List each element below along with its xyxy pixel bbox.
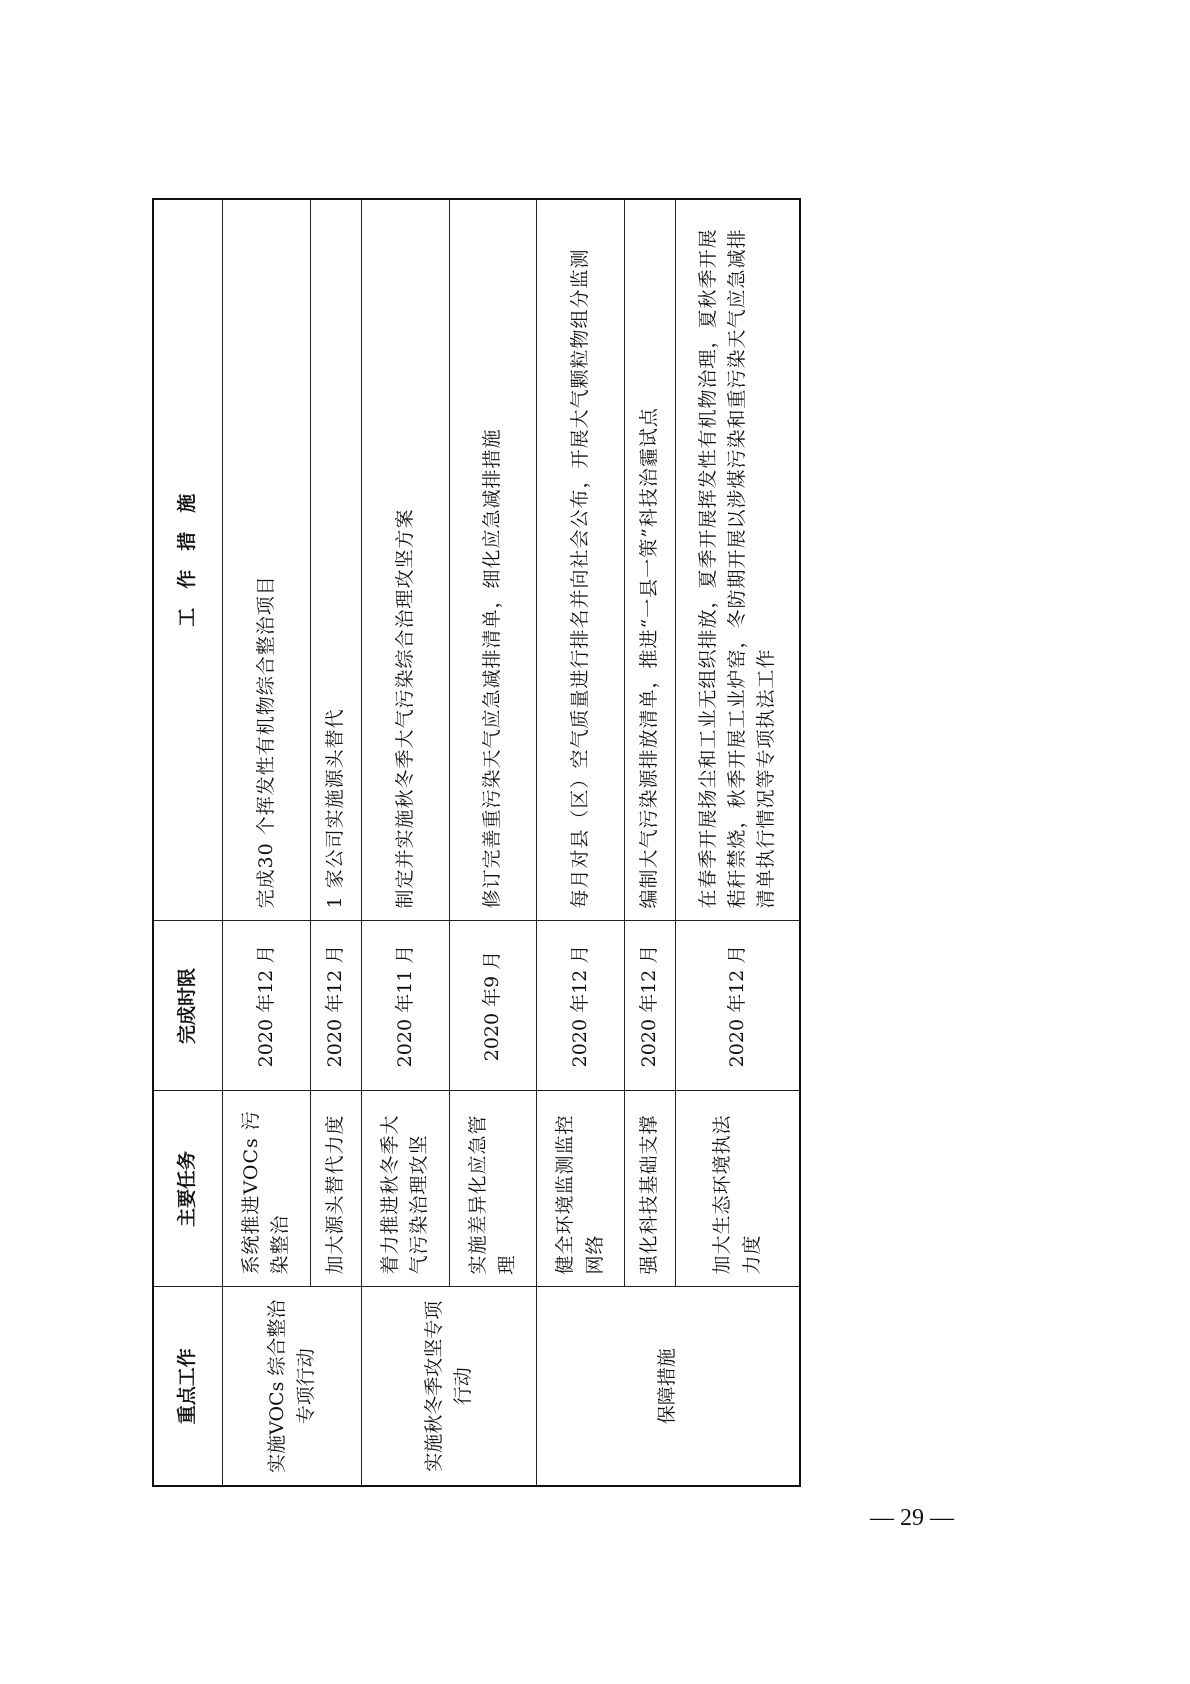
- key-work-cell: 实施VOCs 综合整治专项行动: [223, 1287, 362, 1486]
- header-main-task: 主要任务: [153, 1091, 223, 1287]
- measures-cell: 在春季开展扬尘和工业无组织排放，夏季开展挥发性有机物治理，夏秋季开展秸秆禁烧，秋季开展工业炉窑，冬防期开展以涉煤污染和重污染天气应急减排清单执行情况等专项执法工作: [676, 199, 800, 921]
- task-cell: 强化科技基础支撑: [624, 1091, 676, 1287]
- table-row: [223, 199, 311, 1486]
- task-cell: 加大生态环境执法力度: [676, 1091, 800, 1287]
- deadline-cell: 2020 年12 月: [310, 921, 362, 1091]
- measures-cell: 每月对县（区）空气质量进行排名并向社会公布，开展大气颗粒物组分监测: [537, 199, 625, 921]
- deadline-cell: 2020 年12 月: [537, 921, 625, 1091]
- measures-cell: 编制大气污染源排放清单，推进“一县一策”科技治霾试点: [624, 199, 676, 921]
- task-cell: 健全环境监测监控网络: [537, 1091, 625, 1287]
- measures-cell: 1 家公司实施源头替代: [310, 199, 362, 921]
- header-deadline: 完成时限: [153, 921, 223, 1091]
- task-cell: 系统推进VOCs 污染整治: [223, 1091, 311, 1287]
- deadline-cell: 2020 年12 月: [624, 921, 676, 1091]
- deadline-cell: 2020 年11 月: [362, 921, 450, 1091]
- task-cell: 着力推进秋冬季大气污染治理攻坚: [362, 1091, 450, 1287]
- measures-cell: 制定并实施秋冬季大气污染综合治理攻坚方案: [362, 199, 450, 921]
- table-row: [362, 199, 450, 1486]
- page-number: — 29 —: [870, 1505, 954, 1531]
- work-plan-table: [152, 198, 801, 1487]
- rotated-table-container: [152, 200, 801, 1487]
- task-cell: 加大源头替代力度: [310, 1091, 362, 1287]
- key-work-cell: 实施秋冬季攻坚专项行动: [362, 1287, 537, 1486]
- table-row: [537, 199, 625, 1486]
- deadline-cell: 2020 年9 月: [449, 921, 537, 1091]
- table-header-row: [153, 199, 223, 1486]
- deadline-cell: 2020 年12 月: [676, 921, 800, 1091]
- measures-cell: 修订完善重污染天气应急减排清单，细化应急减排措施: [449, 199, 537, 921]
- header-measures: 工 作 措 施: [153, 199, 223, 921]
- header-key-work: 重点工作: [153, 1287, 223, 1486]
- measures-cell: 完成30 个挥发性有机物综合整治项目: [223, 199, 311, 921]
- deadline-cell: 2020 年12 月: [223, 921, 311, 1091]
- task-cell: 实施差异化应急管理: [449, 1091, 537, 1287]
- key-work-cell: 保障措施: [537, 1287, 800, 1486]
